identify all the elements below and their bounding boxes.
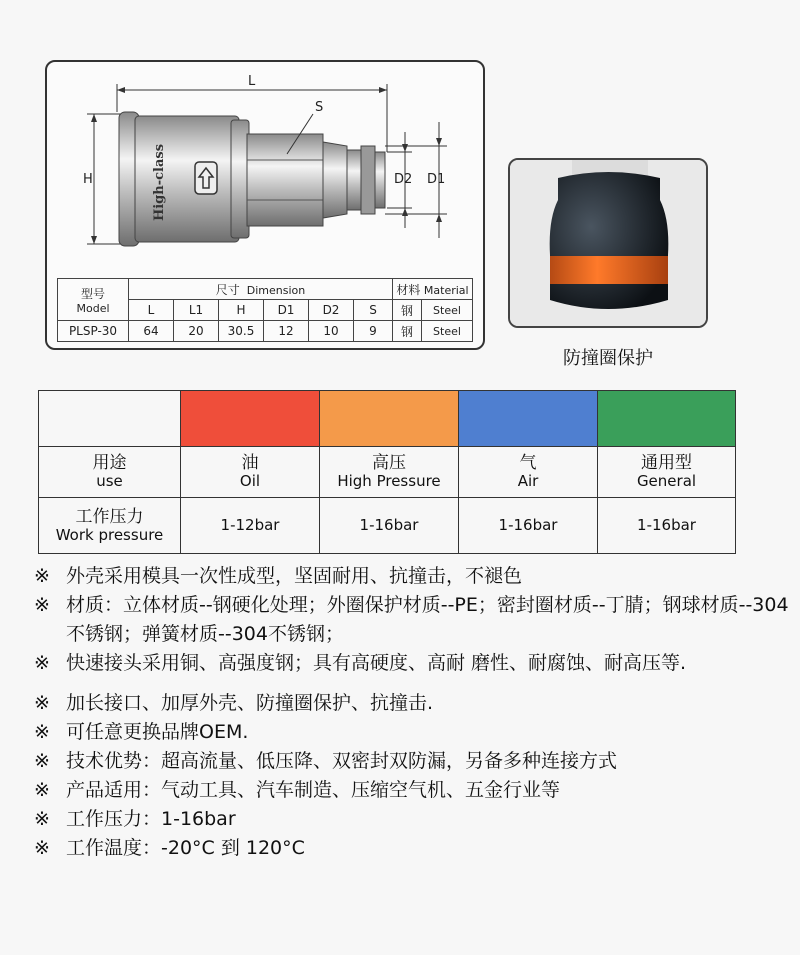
reference-mark-icon: ※ xyxy=(34,594,50,616)
reference-mark-icon: ※ xyxy=(34,750,50,772)
reference-mark-icon: ※ xyxy=(34,779,50,801)
value-cell: 12 xyxy=(264,321,309,342)
col-header: D2 xyxy=(309,300,354,321)
col-header: L1 xyxy=(174,300,219,321)
feature-list xyxy=(34,562,794,863)
model-cell: PLSP-30 xyxy=(58,321,129,342)
color-swatch-high-pressure xyxy=(320,391,459,447)
pressure-oil: 1-12bar xyxy=(181,498,320,554)
dimension-header: 尺寸 Dimension xyxy=(129,279,393,300)
list-item: ※ 工作压力：1-16bar xyxy=(34,805,794,834)
use-general: 通用型 General xyxy=(598,447,736,498)
reference-mark-icon: ※ xyxy=(34,692,50,714)
brand-text: High-class xyxy=(152,143,168,221)
table-row xyxy=(58,321,473,342)
color-swatch-general xyxy=(598,391,736,447)
col-header: S xyxy=(354,300,393,321)
blank-corner xyxy=(39,391,181,447)
list-item: ※ 工作温度：-20°C 到 120°C xyxy=(34,834,794,863)
pressure-high-pressure: 1-16bar xyxy=(320,498,459,554)
list-item: ※ 技术优势：超高流量、低压降、双密封双防漏，另备多种连接方式 xyxy=(34,747,794,776)
spec-table xyxy=(57,278,473,342)
dim-label-s: S xyxy=(315,100,324,115)
photo-caption: 防撞圈保护 xyxy=(563,348,653,369)
reference-mark-icon: ※ xyxy=(34,808,50,830)
reference-mark-icon: ※ xyxy=(34,652,50,674)
list-item: ※ 快速接头采用铜、高强度钢；具有高硬度、高耐 磨性、耐腐蚀、耐高压等. xyxy=(34,649,794,678)
dim-label-l: L xyxy=(248,74,256,89)
value-cell: 10 xyxy=(309,321,354,342)
product-photo xyxy=(508,158,708,328)
value-cell: 30.5 xyxy=(219,321,264,342)
reference-mark-icon: ※ xyxy=(34,837,50,859)
spec-card xyxy=(45,60,485,350)
row-label-work-pressure: 工作压力 Work pressure xyxy=(39,498,181,554)
reference-mark-icon: ※ xyxy=(34,565,50,587)
material-header: 材料 Material xyxy=(393,279,473,300)
dim-label-d2: D2 xyxy=(394,172,413,187)
model-header: 型号 Model xyxy=(58,279,129,321)
color-swatch-air xyxy=(459,391,598,447)
use-air: 气 Air xyxy=(459,447,598,498)
col-header: H xyxy=(219,300,264,321)
col-header: D1 xyxy=(264,300,309,321)
list-item: ※ 加长接口、加厚外壳、防撞圈保护、抗撞击. xyxy=(34,689,794,718)
value-cell: 64 xyxy=(129,321,174,342)
pressure-air: 1-16bar xyxy=(459,498,598,554)
list-item: ※ 材质：立体材质--钢硬化处理；外圈保护材质--PE；密封圈材质--丁腈；钢球材质--304不锈钢；弹簧材质--304不锈钢； xyxy=(34,591,794,649)
usage-table xyxy=(38,390,736,554)
material-cell-cn: 钢 xyxy=(393,321,422,342)
use-high-pressure: 高压 High Pressure xyxy=(320,447,459,498)
dim-label-h: H xyxy=(83,172,93,187)
material-sub-en: Steel xyxy=(422,300,473,321)
coupling-photo-image xyxy=(510,160,706,326)
reference-mark-icon: ※ xyxy=(34,721,50,743)
list-item: ※ 外壳采用模具一次性成型，坚固耐用、抗撞击，不褪色 xyxy=(34,562,794,591)
dim-label-d1: D1 xyxy=(427,172,446,187)
pressure-general: 1-16bar xyxy=(598,498,736,554)
col-header: L xyxy=(129,300,174,321)
coupling-drawing xyxy=(47,62,487,272)
use-oil: 油 Oil xyxy=(181,447,320,498)
list-item: ※ 产品适用：气动工具、汽车制造、压缩空气机、五金行业等 xyxy=(34,776,794,805)
list-item: ※ 可任意更换品牌OEM. xyxy=(34,718,794,747)
material-sub-cn: 钢 xyxy=(393,300,422,321)
color-swatch-oil xyxy=(181,391,320,447)
value-cell: 9 xyxy=(354,321,393,342)
row-label-use: 用途 use xyxy=(39,447,181,498)
value-cell: 20 xyxy=(174,321,219,342)
material-cell-en: Steel xyxy=(422,321,473,342)
